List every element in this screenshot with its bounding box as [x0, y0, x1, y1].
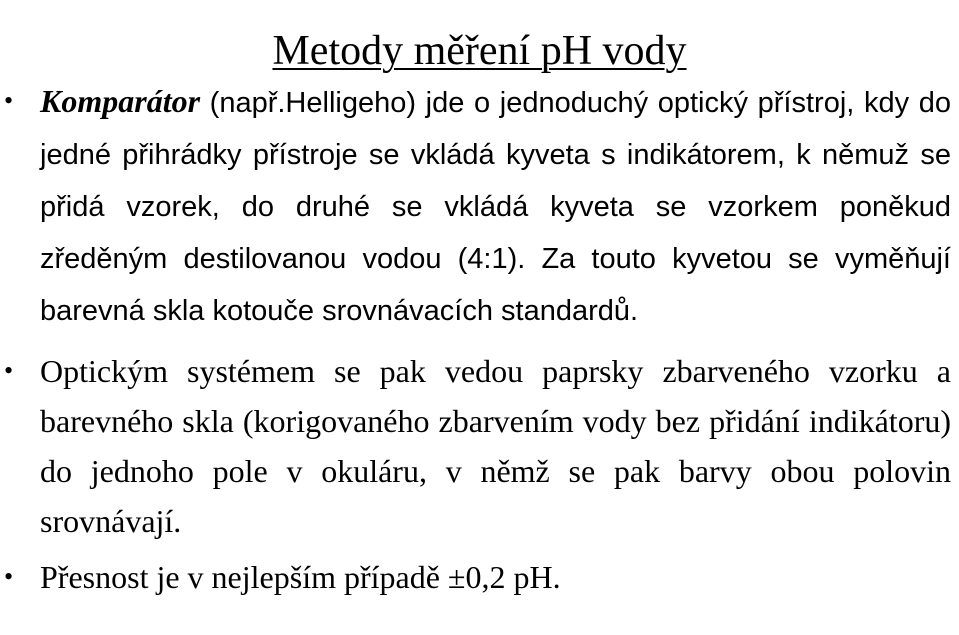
- bullet-lead-term: Komparátor: [40, 83, 201, 119]
- bullet-text: Optickým systémem se pak vedou paprsky zbarveného vzorku a barevného skla (korigovaného zbarvením vody bez přidání indikátoru) do jednoho pole v okuláru, v němž se pak barvy obou polovin srovnávají.: [40, 353, 951, 539]
- bullet-dot-icon: •: [4, 356, 14, 385]
- bullet-text: Přesnost je v nejlepším případě ±0,2 pH.: [40, 559, 561, 595]
- bullet-dot-icon: •: [4, 86, 14, 115]
- bullet-dot-icon: •: [4, 562, 14, 591]
- bullet-item-accuracy: [0, 552, 959, 602]
- slide-title-text: Metody měření pH vody: [272, 28, 687, 75]
- slide-title: [0, 28, 959, 74]
- bullet-text: (např.Helligeho) jde o jednoduchý optický přístroj, kdy do jedné přihrádky přístroje se vkládá kyveta s indikátorem, k němuž se přidá vzorek, do druhé se vkládá kyveta se vzorkem poněkud zředěným destilovanou vodou (4:1). Za touto kyvetou se vyměňují barevná skla kotouče srovnávacích standardů.: [40, 87, 951, 327]
- bullet-list: [0, 76, 959, 602]
- bullet-paragraph: [40, 76, 951, 336]
- bullet-item-comparator: [0, 76, 959, 336]
- bullet-item-optical-system: [0, 346, 959, 546]
